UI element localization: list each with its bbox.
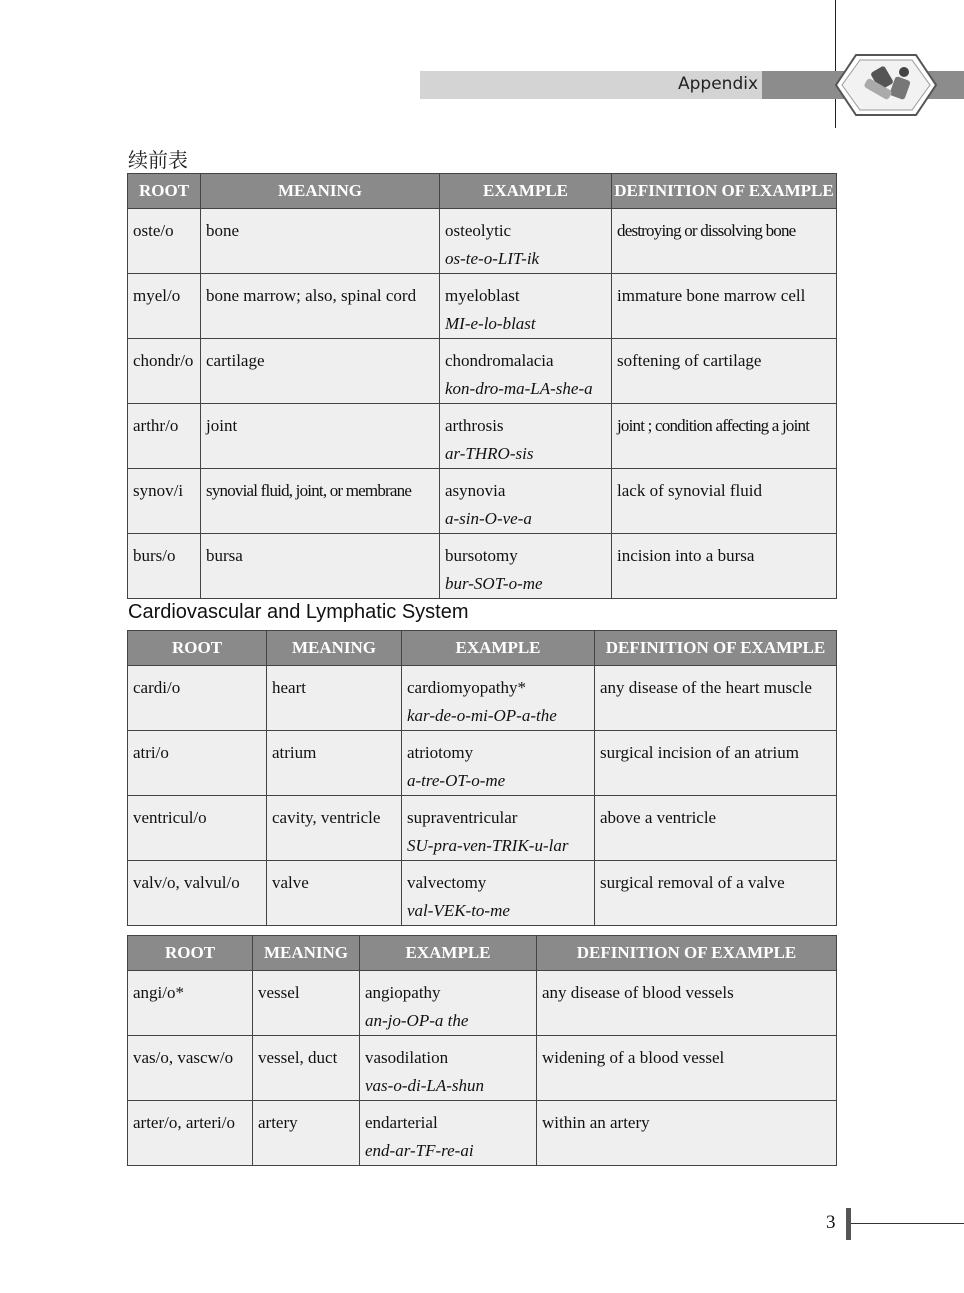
musculoskeletal-roots-table	[127, 173, 837, 599]
example-word: vasodilation	[365, 1048, 449, 1067]
example-word: cardiomyopathy*	[407, 678, 526, 697]
definition-cell: any disease of the heart muscle	[595, 666, 837, 731]
root-cell: atri/o	[128, 731, 267, 796]
example-word: angiopathy	[365, 983, 441, 1002]
table-row	[128, 1101, 837, 1166]
table-row	[128, 274, 837, 339]
definition-cell: immature bone marrow cell	[612, 274, 837, 339]
pronunciation: val-VEK-to-me	[407, 901, 510, 920]
meaning-cell: bone	[201, 209, 440, 274]
example-word: chondromalacia	[445, 351, 554, 370]
pronunciation: end-ar-TF-re-ai	[365, 1141, 474, 1160]
example-word: bursotomy	[445, 546, 518, 565]
meaning-cell: valve	[267, 861, 402, 926]
col-header-example: EXAMPLE	[360, 936, 537, 971]
definition-cell: softening of cartilage	[612, 339, 837, 404]
example-cell	[440, 209, 612, 274]
example-cell	[360, 1101, 537, 1166]
root-cell: ventricul/o	[128, 796, 267, 861]
page-number-bar	[846, 1208, 851, 1240]
example-word: atriotomy	[407, 743, 474, 762]
col-header-meaning: MEANING	[201, 174, 440, 209]
root-cell: cardi/o	[128, 666, 267, 731]
example-word: asynovia	[445, 481, 506, 500]
example-cell	[360, 1036, 537, 1101]
meaning-cell: joint	[201, 404, 440, 469]
hexagon-logo-icon	[834, 52, 938, 118]
definition-cell: destroying or dissolving bone	[612, 209, 837, 274]
definition-cell: surgical removal of a valve	[595, 861, 837, 926]
root-cell: oste/o	[128, 209, 201, 274]
table-row	[128, 534, 837, 599]
example-cell	[440, 404, 612, 469]
example-cell	[360, 971, 537, 1036]
definition-cell: incision into a bursa	[612, 534, 837, 599]
col-header-root: ROOT	[128, 631, 267, 666]
root-cell: arter/o, arteri/o	[128, 1101, 253, 1166]
definition-cell: any disease of blood vessels	[537, 971, 837, 1036]
pronunciation: kon-dro-ma-LA-she-a	[445, 379, 593, 398]
example-cell	[402, 861, 595, 926]
meaning-cell: cartilage	[201, 339, 440, 404]
table-row	[128, 861, 837, 926]
root-cell: arthr/o	[128, 404, 201, 469]
definition-cell: joint ; condition affecting a joint	[612, 404, 837, 469]
pronunciation: kar-de-o-mi-OP-a-the	[407, 706, 557, 725]
vessel-roots-table	[127, 935, 837, 1166]
section-title: Cardiovascular and Lymphatic System	[128, 601, 469, 623]
page-number-rule	[851, 1223, 964, 1224]
table-row	[128, 404, 837, 469]
definition-cell: surgical incision of an atrium	[595, 731, 837, 796]
col-header-definition: DEFINITION OF EXAMPLE	[537, 936, 837, 971]
pronunciation: a-tre-OT-o-me	[407, 771, 506, 790]
table-row	[128, 469, 837, 534]
example-word: osteolytic	[445, 221, 512, 240]
root-cell: angi/o*	[128, 971, 253, 1036]
col-header-root: ROOT	[128, 174, 201, 209]
meaning-cell: vessel	[253, 971, 360, 1036]
example-cell	[402, 796, 595, 861]
example-cell	[402, 731, 595, 796]
table-row	[128, 209, 837, 274]
meaning-cell: vessel, duct	[253, 1036, 360, 1101]
table-row	[128, 971, 837, 1036]
example-word: supraventricular	[407, 808, 518, 827]
meaning-cell: bursa	[201, 534, 440, 599]
meaning-cell: artery	[253, 1101, 360, 1166]
pronunciation: ar-THRO-sis	[445, 444, 534, 463]
example-cell	[402, 666, 595, 731]
col-header-example: EXAMPLE	[402, 631, 595, 666]
pronunciation: os-te-o-LIT-ik	[445, 249, 540, 268]
example-cell	[440, 469, 612, 534]
pronunciation: a-sin-O-ve-a	[445, 509, 532, 528]
root-cell: myel/o	[128, 274, 201, 339]
cardiovascular-roots-table	[127, 630, 837, 926]
table-header-row	[128, 631, 837, 666]
page-number: 3	[826, 1212, 836, 1233]
example-word: endarterial	[365, 1113, 438, 1132]
table-header-row	[128, 174, 837, 209]
header-section-label: Appendix	[678, 74, 759, 94]
col-header-root: ROOT	[128, 936, 253, 971]
meaning-cell: atrium	[267, 731, 402, 796]
example-cell	[440, 274, 612, 339]
example-cell	[440, 534, 612, 599]
pronunciation: an-jo-OP-a the	[365, 1011, 469, 1030]
table-row	[128, 796, 837, 861]
root-cell: valv/o, valvul/o	[128, 861, 267, 926]
definition-cell: within an artery	[537, 1101, 837, 1166]
continued-table-label: 续前表	[128, 148, 188, 172]
table-row	[128, 666, 837, 731]
col-header-meaning: MEANING	[253, 936, 360, 971]
definition-cell: above a ventricle	[595, 796, 837, 861]
root-cell: synov/i	[128, 469, 201, 534]
col-header-example: EXAMPLE	[440, 174, 612, 209]
table-row	[128, 731, 837, 796]
col-header-meaning: MEANING	[267, 631, 402, 666]
meaning-cell: cavity, ventricle	[267, 796, 402, 861]
meaning-cell: synovial fluid, joint, or membrane	[201, 469, 440, 534]
example-word: valvectomy	[407, 873, 487, 892]
root-cell: chondr/o	[128, 339, 201, 404]
meaning-cell: bone marrow; also, spinal cord	[201, 274, 440, 339]
table-row	[128, 339, 837, 404]
example-cell	[440, 339, 612, 404]
example-word: myeloblast	[445, 286, 520, 305]
pronunciation: vas-o-di-LA-shun	[365, 1076, 484, 1095]
root-cell: vas/o, vascw/o	[128, 1036, 253, 1101]
root-cell: burs/o	[128, 534, 201, 599]
example-word: arthrosis	[445, 416, 504, 435]
col-header-definition: DEFINITION OF EXAMPLE	[595, 631, 837, 666]
pronunciation: SU-pra-ven-TRIK-u-lar	[407, 836, 569, 855]
meaning-cell: heart	[267, 666, 402, 731]
table-row	[128, 1036, 837, 1101]
definition-cell: lack of synovial fluid	[612, 469, 837, 534]
definition-cell: widening of a blood vessel	[537, 1036, 837, 1101]
pronunciation: MI-e-lo-blast	[445, 314, 536, 333]
table-header-row	[128, 936, 837, 971]
pronunciation: bur-SOT-o-me	[445, 574, 543, 593]
col-header-definition: DEFINITION OF EXAMPLE	[612, 174, 837, 209]
